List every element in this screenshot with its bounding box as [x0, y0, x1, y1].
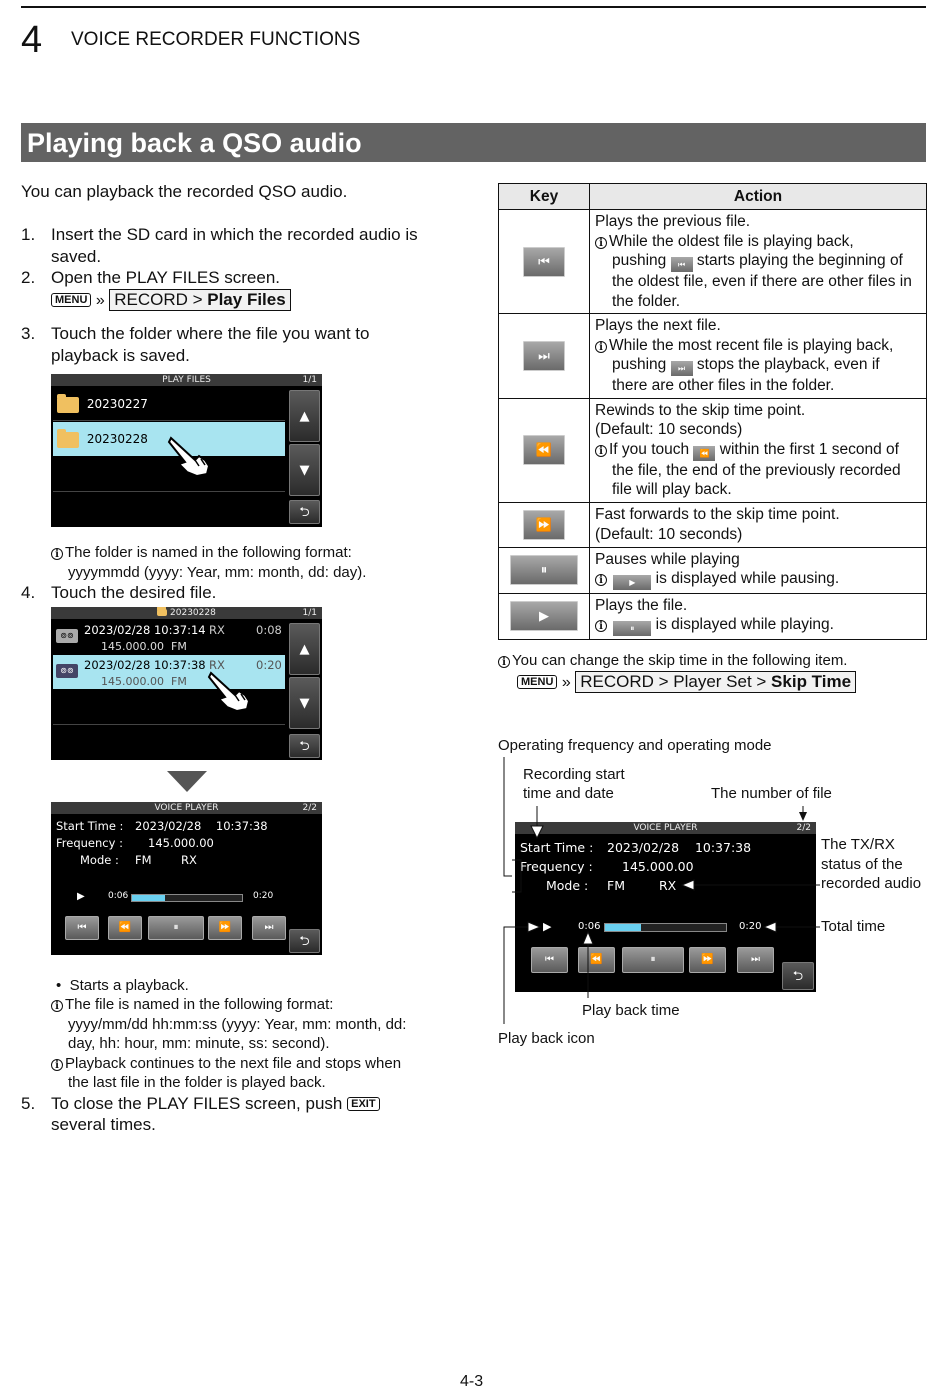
step3-number: 3.: [21, 324, 36, 343]
folder-row-selected[interactable]: [53, 422, 285, 456]
folder-icon: [57, 432, 79, 448]
skip-time-path: RECORD > Player Set > Skip Time: [575, 671, 856, 693]
scroll-down-button[interactable]: ▼: [289, 677, 320, 729]
menu-key: MENU: [51, 293, 91, 307]
label-play-back-time: Play back time: [582, 1002, 680, 1019]
fast-forward-key: ⏩: [523, 510, 565, 540]
info-icon: i: [498, 656, 510, 668]
action-cell: Plays the file. i ⏸ is displayed while playing.: [590, 593, 927, 639]
page-number: 4-3: [460, 1373, 484, 1390]
total-time: 0:20: [253, 891, 274, 901]
key-cell: [499, 593, 590, 639]
touch-hand-icon: [205, 669, 257, 713]
back-button[interactable]: ⮌: [289, 929, 320, 953]
pause-button[interactable]: ⏸: [148, 916, 204, 940]
skip-time-note: i You can change the skip time in the following item.: [498, 651, 847, 671]
scroll-up-button[interactable]: ▲: [289, 390, 320, 442]
frequency-value: 145.000.00: [622, 859, 694, 874]
folder-icon: [157, 609, 167, 616]
key-cell: [499, 547, 590, 593]
info-icon: i: [595, 574, 607, 586]
elapsed-time: 0:06: [108, 891, 129, 901]
screen-page: 2/2: [796, 823, 811, 833]
total-time: 0:20: [739, 921, 762, 932]
status-value: RX: [181, 853, 197, 867]
play-state-icon: ▶: [543, 920, 552, 933]
step4-note1-line3: day, hh: hour, mm: minute, ss: second).: [68, 1035, 330, 1052]
chapter-title: VOICE RECORDER FUNCTIONS: [71, 29, 361, 50]
action-cell: Rewinds to the skip time point. (Default: 10 seconds) i If you touch ⏪ within the first 1 second of the file, the end of the previously recorded file will play back.: [590, 398, 927, 502]
screen-page: 2/2: [302, 803, 317, 813]
key-cell: [499, 314, 590, 399]
play-state-icon: ▶: [77, 891, 85, 902]
previous-file-icon: ⏮: [671, 257, 693, 272]
screen-title: [51, 607, 322, 619]
label-operating-frequency: Operating frequency and operating mode: [498, 737, 772, 754]
info-icon: i: [595, 620, 607, 632]
frequency-label: Frequency :: [56, 836, 123, 850]
folder-title: 20230228: [170, 608, 216, 618]
screen-title: VOICE PLAYER: [51, 802, 322, 814]
file-mode: FM: [171, 675, 187, 688]
play-key: ▶: [510, 601, 578, 631]
key-cell: [499, 502, 590, 547]
mode-label: Mode :: [80, 853, 119, 867]
label-number-of-file: The number of file: [711, 785, 832, 802]
status-value: RX: [659, 878, 677, 893]
arrowhead-number-of-file: [799, 812, 807, 821]
rewind-button[interactable]: ⏪: [578, 947, 615, 973]
progress-bar[interactable]: [604, 923, 727, 932]
mode-value: FM: [135, 853, 152, 867]
play-icon: ▶: [613, 575, 651, 590]
file-status: RX: [209, 623, 225, 637]
section-title-bar: [21, 123, 926, 162]
previous-file-key: ⏮: [523, 247, 565, 277]
info-icon: i: [51, 1000, 63, 1012]
folder-row[interactable]: [53, 388, 285, 421]
voice-player-screen: [51, 802, 322, 955]
step3-note-line2: yyyymmdd (yyyy: Year, mm: month, dd: day).: [68, 564, 367, 581]
tape-icon: ⊚⊚: [56, 629, 78, 643]
rewind-button[interactable]: ⏪: [108, 916, 142, 940]
step1-number: 1.: [21, 225, 36, 244]
action-cell: Plays the next file. i While the most recent file is playing back, pushing ⏭ stops the playback, even if there are other files in the folder.: [590, 314, 927, 399]
start-time-value: 2023/02/28 10:37:38: [607, 840, 752, 855]
play-files-path: RECORD > Play Files: [109, 289, 290, 311]
step2-number: 2.: [21, 268, 36, 287]
next-file-key: ⏭: [523, 341, 565, 371]
voice-player-screen-annotated: [515, 822, 816, 992]
pause-key: ⏸: [510, 555, 578, 585]
file-status: RX: [209, 658, 225, 672]
progress-fill: [605, 924, 641, 931]
step5-line2: several times.: [51, 1115, 156, 1134]
header-rule: [21, 6, 926, 8]
info-icon: i: [51, 1059, 63, 1071]
step2-line1: Open the PLAY FILES screen.: [51, 268, 281, 287]
step1-line2: saved.: [51, 247, 102, 266]
fast-forward-button[interactable]: ⏩: [689, 947, 726, 973]
list-divider: [53, 724, 285, 725]
rewind-key: ⏪: [523, 435, 565, 465]
action-cell: Pauses while playing i ▶ is displayed while pausing.: [590, 547, 927, 593]
file-frequency: 145.000.00: [101, 675, 164, 688]
chapter-number: 4: [21, 19, 43, 61]
step4-bullet: • Starts a playback.: [56, 977, 189, 994]
file-datetime: 2023/02/28 10:37:38: [84, 658, 206, 672]
screen-title: VOICE PLAYER: [515, 822, 816, 834]
list-divider: [53, 491, 285, 492]
step5-line1: To close the PLAY FILES screen, push EXIT: [51, 1094, 380, 1114]
label-total-time: Total time: [821, 918, 886, 935]
info-icon: i: [595, 445, 607, 457]
step5-number: 5.: [21, 1094, 36, 1113]
back-button[interactable]: ⮌: [289, 500, 320, 524]
back-button[interactable]: ⮌: [289, 734, 320, 758]
mode-value: FM: [607, 878, 625, 893]
step3-line2: playback is saved.: [51, 346, 190, 365]
mode-label: Mode :: [546, 878, 589, 893]
scroll-down-button[interactable]: ▼: [289, 444, 320, 496]
menu-key: MENU: [517, 675, 557, 689]
file-datetime: 2023/02/28 10:37:14: [84, 623, 206, 637]
screen-page: 1/1: [302, 608, 317, 618]
step4-number: 4.: [21, 583, 36, 602]
action-cell: Plays the previous file. i While the oldest file is playing back, pushing ⏮ starts playing the beginning of the oldest file, even if there are other files in the folder.: [590, 210, 927, 314]
file-list-screen: [51, 607, 322, 760]
action-cell: Fast forwards to the skip time point. (Default: 10 seconds): [590, 502, 927, 547]
info-icon: i: [595, 341, 607, 353]
step3-line1: Touch the folder where the file you want to: [51, 324, 370, 343]
file-duration: 0:08: [256, 623, 282, 637]
menu-separator: »: [561, 674, 571, 691]
file-duration: 0:20: [256, 658, 282, 672]
info-icon: i: [51, 548, 63, 560]
step4-note1-line2: yyyy/mm/dd hh:mm:ss (yyyy: Year, mm: month, dd:: [68, 1016, 407, 1033]
step4-note1-line1: i The file is named in the following format:: [51, 995, 333, 1015]
step3-note-line1: i The folder is named in the following format:: [51, 543, 352, 563]
progress-bar[interactable]: [131, 894, 243, 902]
start-time-value: 2023/02/28 10:37:38: [135, 819, 268, 833]
file-frequency: 145.000.00: [101, 640, 164, 653]
step4-note2-line1: i Playback continues to the next file and stops when: [51, 1054, 401, 1074]
skip-time-menu-path: [517, 671, 856, 693]
label-recording-start-1: Recording start: [523, 766, 625, 783]
file-row[interactable]: [53, 621, 285, 654]
label-txrx-1: The TX/RX: [821, 836, 895, 853]
play-files-screen: [51, 374, 322, 527]
section-title: Playing back a QSO audio: [27, 128, 362, 158]
file-row-selected[interactable]: [53, 655, 285, 689]
tape-icon: ⊚⊚: [56, 664, 78, 678]
label-txrx-2: status of the: [821, 856, 903, 873]
scroll-up-button[interactable]: ▲: [289, 623, 320, 675]
label-txrx-3: recorded audio: [821, 875, 922, 892]
screen-page: 1/1: [302, 375, 317, 385]
step4-note2-line2: the last file in the folder is played back.: [68, 1074, 326, 1091]
intro-text: You can playback the recorded QSO audio.: [21, 182, 348, 201]
file-mode: FM: [171, 640, 187, 653]
folder-name: 20230227: [86, 397, 148, 411]
folder-icon: [57, 397, 79, 413]
key-cell: [499, 398, 590, 502]
previous-file-button[interactable]: ⏮: [65, 916, 99, 940]
next-file-icon: ⏭: [671, 361, 693, 376]
rewind-icon: ⏪: [693, 446, 715, 461]
label-play-back-icon: Play back icon: [498, 1030, 595, 1047]
exit-key: EXIT: [347, 1097, 379, 1111]
step2-menu-path: [51, 289, 291, 311]
step1-line1: Insert the SD card in which the recorded audio is: [51, 225, 418, 244]
frequency-label: Frequency :: [520, 859, 593, 874]
progress-fill: [132, 895, 165, 901]
menu-separator: »: [95, 292, 105, 309]
action-column-header: Action: [590, 184, 927, 210]
down-arrow-icon: [167, 771, 207, 792]
start-time-label: Start Time :: [520, 840, 594, 855]
start-time-label: Start Time :: [56, 819, 124, 833]
back-button[interactable]: ⮌: [782, 962, 814, 990]
label-recording-start-2: time and date: [523, 785, 614, 802]
key-column-header: Key: [499, 184, 590, 210]
next-file-button[interactable]: ⏭: [737, 947, 774, 973]
next-file-button[interactable]: ⏭: [252, 916, 286, 940]
pause-button[interactable]: ⏸: [622, 947, 684, 973]
screen-title: PLAY FILES: [51, 374, 322, 386]
folder-name: 20230228: [86, 432, 148, 446]
previous-file-button[interactable]: ⏮: [531, 947, 568, 973]
frequency-value: 145.000.00: [148, 836, 214, 850]
key-cell: [499, 210, 590, 314]
elapsed-time: 0:06: [578, 921, 601, 932]
touch-hand-icon: [165, 434, 217, 478]
fast-forward-button[interactable]: ⏩: [208, 916, 242, 940]
step4-line1: Touch the desired file.: [51, 583, 217, 602]
pause-icon: ⏸: [613, 621, 651, 636]
key-action-table: [498, 183, 927, 640]
info-icon: i: [595, 237, 607, 249]
